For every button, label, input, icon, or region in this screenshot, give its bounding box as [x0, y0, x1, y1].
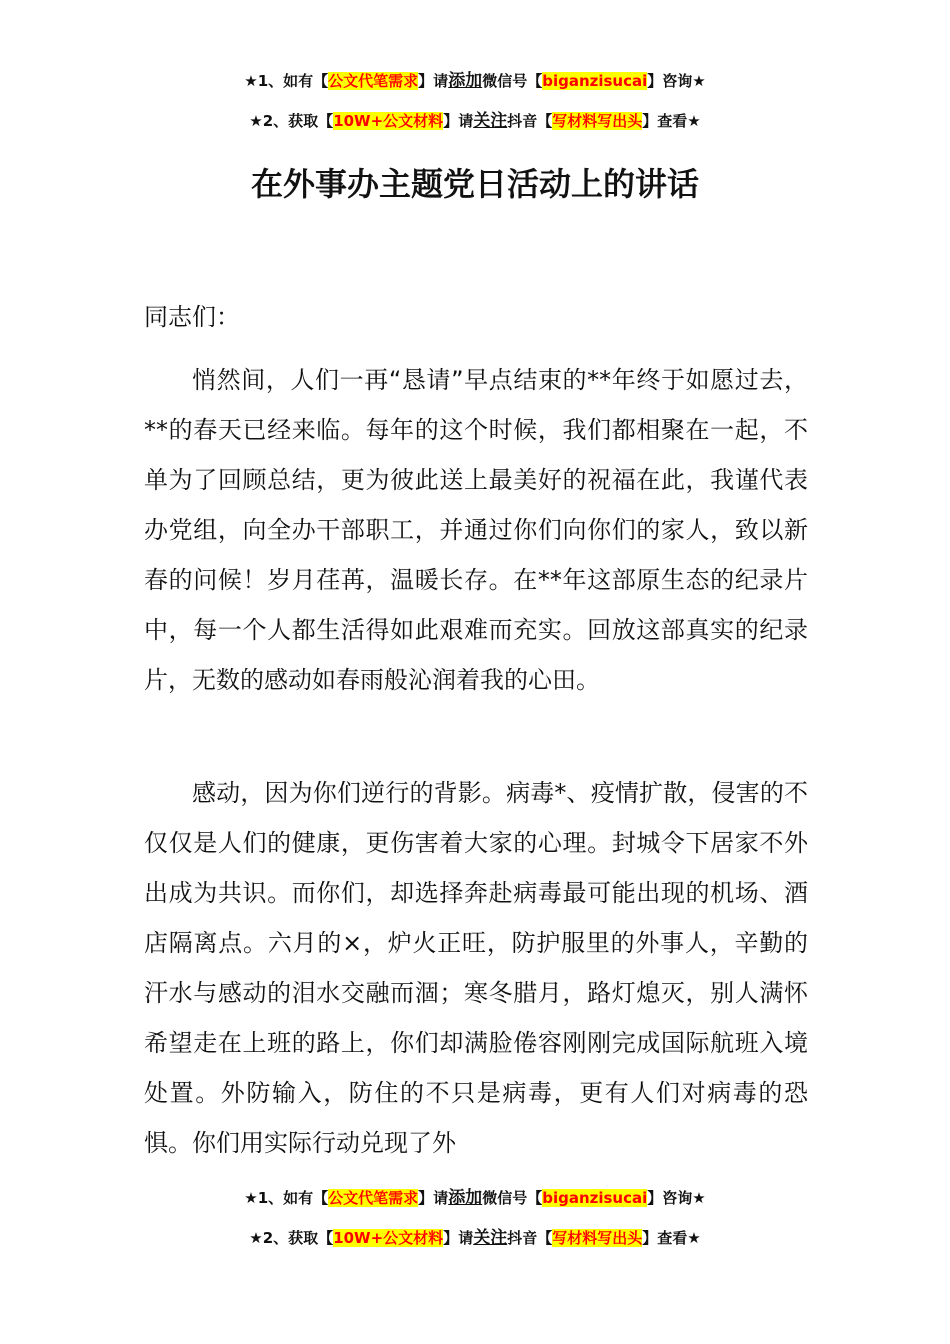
banner-highlight: biganzisucai — [542, 72, 648, 90]
banner-highlight: 公文代笔需求 — [328, 1189, 419, 1207]
header-banner-line-1 — [0, 70, 950, 92]
greeting: 同志们： — [144, 303, 240, 331]
body-paragraph: 悄然间，人们一再“恳请”早点结束的**年终于如愿过去，**的春天已经来临。每年的这个时候，我们都相聚在一起，不单为了回顾总结，更为彼此送上最美好的祝福在此，我谨代表办党组，向全办干部职工，并通过你们向你们的家人，致以新春的问候！岁月荏苒，温暖长存。在**年这部原生态的纪录片中，每一个人都生活得如此艰难而充实。回放这部真实的纪录片，无数的感动如春雨般沁润着我的心田。 — [144, 366, 808, 694]
banner-text: ★2、获取【 — [249, 1229, 334, 1247]
banner-text: 】请 — [418, 72, 449, 90]
banner-text: 】查看★ — [642, 112, 701, 130]
banner-highlight: 写材料写出头 — [552, 112, 643, 130]
document-title: 在外事办主题党日活动上的讲话 — [250, 165, 699, 203]
banner-text: 】请 — [418, 1189, 449, 1207]
banner-text: 微信号【 — [482, 72, 543, 90]
body-paragraph: 感动，因为你们逆行的背影。病毒*、疫情扩散，侵害的不仅仅是人们的健康，更伤害着大家的心理。封城令下居家不外出成为共识。而你们，却选择奔赴病毒最可能出现的机场、酒店隔离点。六月的×，炉火正旺，防护服里的外事人，辛勤的汗水与感动的泪水交融而涸；寒冬腊月，路灯熄灭，别人满怀希望走在上班的路上，你们却满脸倦容刚刚完成国际航班入境处置。外防输入，防住的不只是病毒，更有人们对病毒的恐惧。你们用实际行动兑现了外 — [144, 779, 808, 1157]
banner-text: ★2、获取【 — [249, 112, 334, 130]
banner-highlight: 公文代笔需求 — [328, 72, 419, 90]
banner-text: 抖音【 — [507, 1229, 553, 1247]
header-banner-line-2 — [0, 110, 950, 132]
banner-underlined-text: 关注 — [473, 111, 508, 131]
banner-text: 微信号【 — [482, 1189, 543, 1207]
footer-banner-line-2 — [0, 1227, 950, 1249]
banner-highlight: 10W+公文材料 — [333, 112, 444, 130]
banner-underlined-text: 添加 — [448, 71, 483, 91]
banner-underlined-text: 添加 — [448, 1188, 483, 1208]
footer-banner-line-1 — [0, 1187, 950, 1209]
banner-highlight: 写材料写出头 — [552, 1229, 643, 1247]
banner-text: 】请 — [443, 112, 474, 130]
banner-text: 】咨询★ — [647, 72, 706, 90]
banner-highlight: biganzisucai — [542, 1189, 648, 1207]
banner-text: ★1、如有【 — [244, 1189, 329, 1207]
banner-text: 】请 — [443, 1229, 474, 1247]
banner-underlined-text: 关注 — [473, 1228, 508, 1248]
banner-text: 】查看★ — [642, 1229, 701, 1247]
banner-text: ★1、如有【 — [244, 72, 329, 90]
banner-text: 抖音【 — [507, 112, 553, 130]
banner-highlight: 10W+公文材料 — [333, 1229, 444, 1247]
banner-text: 】咨询★ — [647, 1189, 706, 1207]
